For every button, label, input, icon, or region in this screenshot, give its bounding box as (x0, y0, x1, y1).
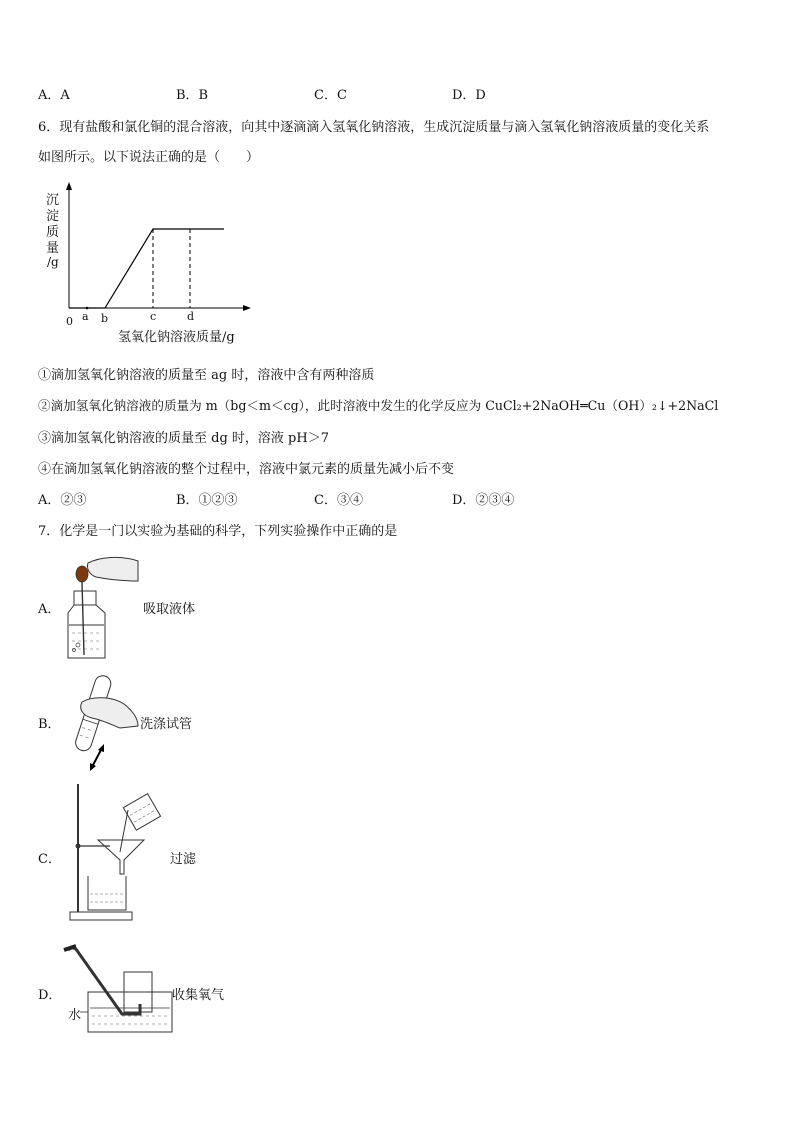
y-axis-arrow (66, 182, 72, 190)
q7-c-caption: 过滤 (170, 852, 197, 867)
y-label-unit: /g (47, 255, 59, 269)
q7-b-letter: B． (38, 717, 61, 732)
x-axis-arrow (243, 305, 251, 311)
q6-option-a: A．②③ (38, 493, 87, 508)
q6-statement-3: ③滴加氢氧化钠溶液的质量至 dg 时，溶液 pH＞7 (38, 431, 329, 446)
series-line (69, 229, 224, 308)
y-label-char-2: 淀 (46, 209, 60, 224)
q7-d-caption: 收集氧气 (172, 988, 225, 1003)
q5-option-d: D．D (452, 88, 486, 103)
filtration-figure (62, 780, 182, 925)
q7-d-water-label: 水 (68, 1008, 82, 1023)
q6-stem-line2: 如图所示。以下说法正确的是（ ） (38, 150, 260, 165)
q7-stem: 7．化学是一门以实验为基础的科学，下列实验操作中正确的是 (38, 524, 398, 539)
q5-option-c: C．C (314, 88, 347, 103)
q7-a-letter: A． (38, 602, 61, 617)
x-tick-b: b (101, 312, 109, 325)
x-tick-a: a (82, 310, 89, 323)
q6-statement-1: ①滴加氢氧化钠溶液的质量至 ag 时，溶液中含有两种溶质 (38, 368, 375, 383)
q6-statement-2: ②滴加氢氧化钠溶液的质量为 m（bg＜m＜cg），此时溶液中发生的化学反应为 CuCl₂+2NaOH═Cu（OH）₂↓+2NaCl (38, 398, 719, 413)
x-axis-label: 氢氧化钠溶液质量/g (118, 330, 235, 345)
x-tick-d: d (187, 310, 195, 323)
q6-option-b: B．①②③ (176, 493, 238, 508)
gas-collection-figure (62, 942, 182, 1042)
q7-c-letter: C． (38, 852, 61, 867)
q5-option-a: A．A (38, 88, 70, 103)
origin-label: 0 (66, 315, 73, 328)
y-label-char-1: 沉 (46, 193, 60, 208)
y-label-char-3: 质 (46, 225, 60, 240)
q6-option-c: C．③④ (314, 493, 363, 508)
q7-d-letter: D． (38, 988, 62, 1003)
x-tick-c: c (150, 310, 157, 323)
q6-statement-4: ④在滴加氢氧化钠溶液的整个过程中，溶液中氯元素的质量先减小后不变 (38, 462, 455, 477)
q6-option-d: D．②③④ (452, 493, 515, 508)
y-label-char-4: 量 (46, 241, 60, 256)
q7-a-caption: 吸取液体 (143, 602, 196, 617)
q7-b-caption: 洗涤试管 (140, 717, 193, 732)
tick-a-dot (86, 307, 89, 310)
q5-option-b: B．B (176, 88, 209, 103)
q6-stem-line1: 6．现有盐酸和氯化铜的混合溶液，向其中逐滴滴入氢氧化钠溶液，生成沉淀质量与滴入氢氧化钠溶液质量的变化关系 (38, 120, 710, 135)
